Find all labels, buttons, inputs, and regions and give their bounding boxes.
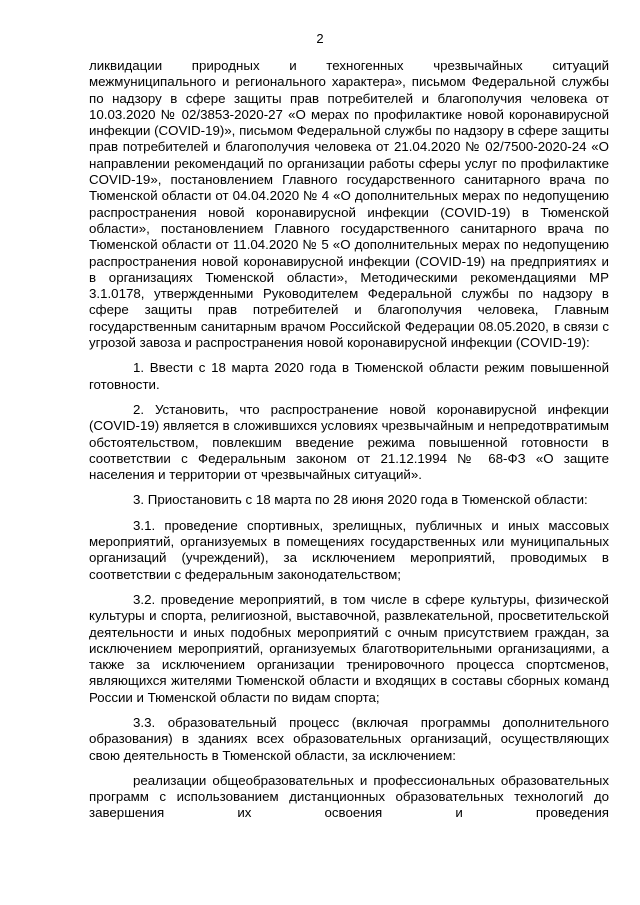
document-body [89, 58, 609, 822]
paragraph-preamble-continuation: ликвидации природных и техногенных чрезвычайных ситуаций межмуниципального и регионального характера», письмом Федеральной службы по надзору в сфере защиты прав потребителей и благополучия человека от 10.03.2020 № 02/3853-2020-27 «О мерах по профилактике новой коронавирусной инфекции (COVID-19)», письмом Федеральной службы по надзору в сфере защиты прав потребителей и благополучия человека от 21.04.2020 № 02/7500-2020-24 «О направлении рекомендаций по организации работы сферы услуг по профилактике COVID-19», постановлением Главного государственного санитарного врача по Тюменской области от 04.04.2020 № 4 «О дополнительных мерах по недопущению распространения новой коронавирусной инфекции (COVID-19) в Тюменской области», постановлением Главного государственного санитарного врача по Тюменской области от 11.04.2020 № 5 «О дополнительных мерах по недопущению распространения новой коронавирусной инфекции (COVID-19) на предприятиях и в организациях Тюменской области», Методическими рекомендациями МР 3.1.0178, утвержденными Руководителем Федеральной службы по надзору в сфере защиты прав потребителей и благополучия человека, Главным государственным санитарным врачом Российской Федерации 08.05.2020, в связи с угрозой завоза и распространения новой коронавирусной инфекции (COVID-19): [89, 58, 609, 351]
page-number: 2 [316, 31, 324, 46]
paragraph-item-3-2: 3.2. проведение мероприятий, в том числе в сфере культуры, физической культуры и спорта, религиозной, выставочной, развлекательной, просветительской деятельности и иных подобных мероприятий с очным присутствием граждан, за исключением мероприятий, организуемых благотворительными организациями, а также за исключением организации тренировочного процесса спортсменов, являющихся жителями Тюменской области и входящих в составы сборных команд России и Тюменской области по видам спорта; [89, 591, 609, 705]
paragraph-item-3-1: 3.1. проведение спортивных, зрелищных, публичных и иных массовых мероприятий, организуемых в помещениях государственных или муниципальных организаций (учреждений), за исключением мероприятий, проводимых в соответствии с федеральным законодательством; [89, 517, 609, 582]
paragraph-item-1: 1. Ввести с 18 марта 2020 года в Тюменской области режим повышенной готовности. [89, 360, 609, 392]
paragraph-item-2: 2. Установить, что распространение новой коронавирусной инфекции (COVID-19) является в сложившихся условиях чрезвычайным и непредотвратимым обстоятельством, повлекшим введение режима повышенной готовности в соответствии с Федеральным законом от 21.12.1994 № 68-ФЗ «О защите населения и территории от чрезвычайных ситуаций». [89, 401, 609, 483]
paragraph-item-3-3: 3.3. образовательный процесс (включая программы дополнительного образования) в зданиях всех образовательных организаций, осуществляющих свою деятельность в Тюменской области, за исключением: [89, 714, 609, 763]
paragraph-item-3-3-exception: реализации общеобразовательных и профессиональных образовательных программ с использованием дистанционных образовательных технологий до завершения их освоения и проведения [89, 772, 609, 821]
paragraph-item-3: 3. Приостановить с 18 марта по 28 июня 2020 года в Тюменской области: [133, 492, 588, 508]
